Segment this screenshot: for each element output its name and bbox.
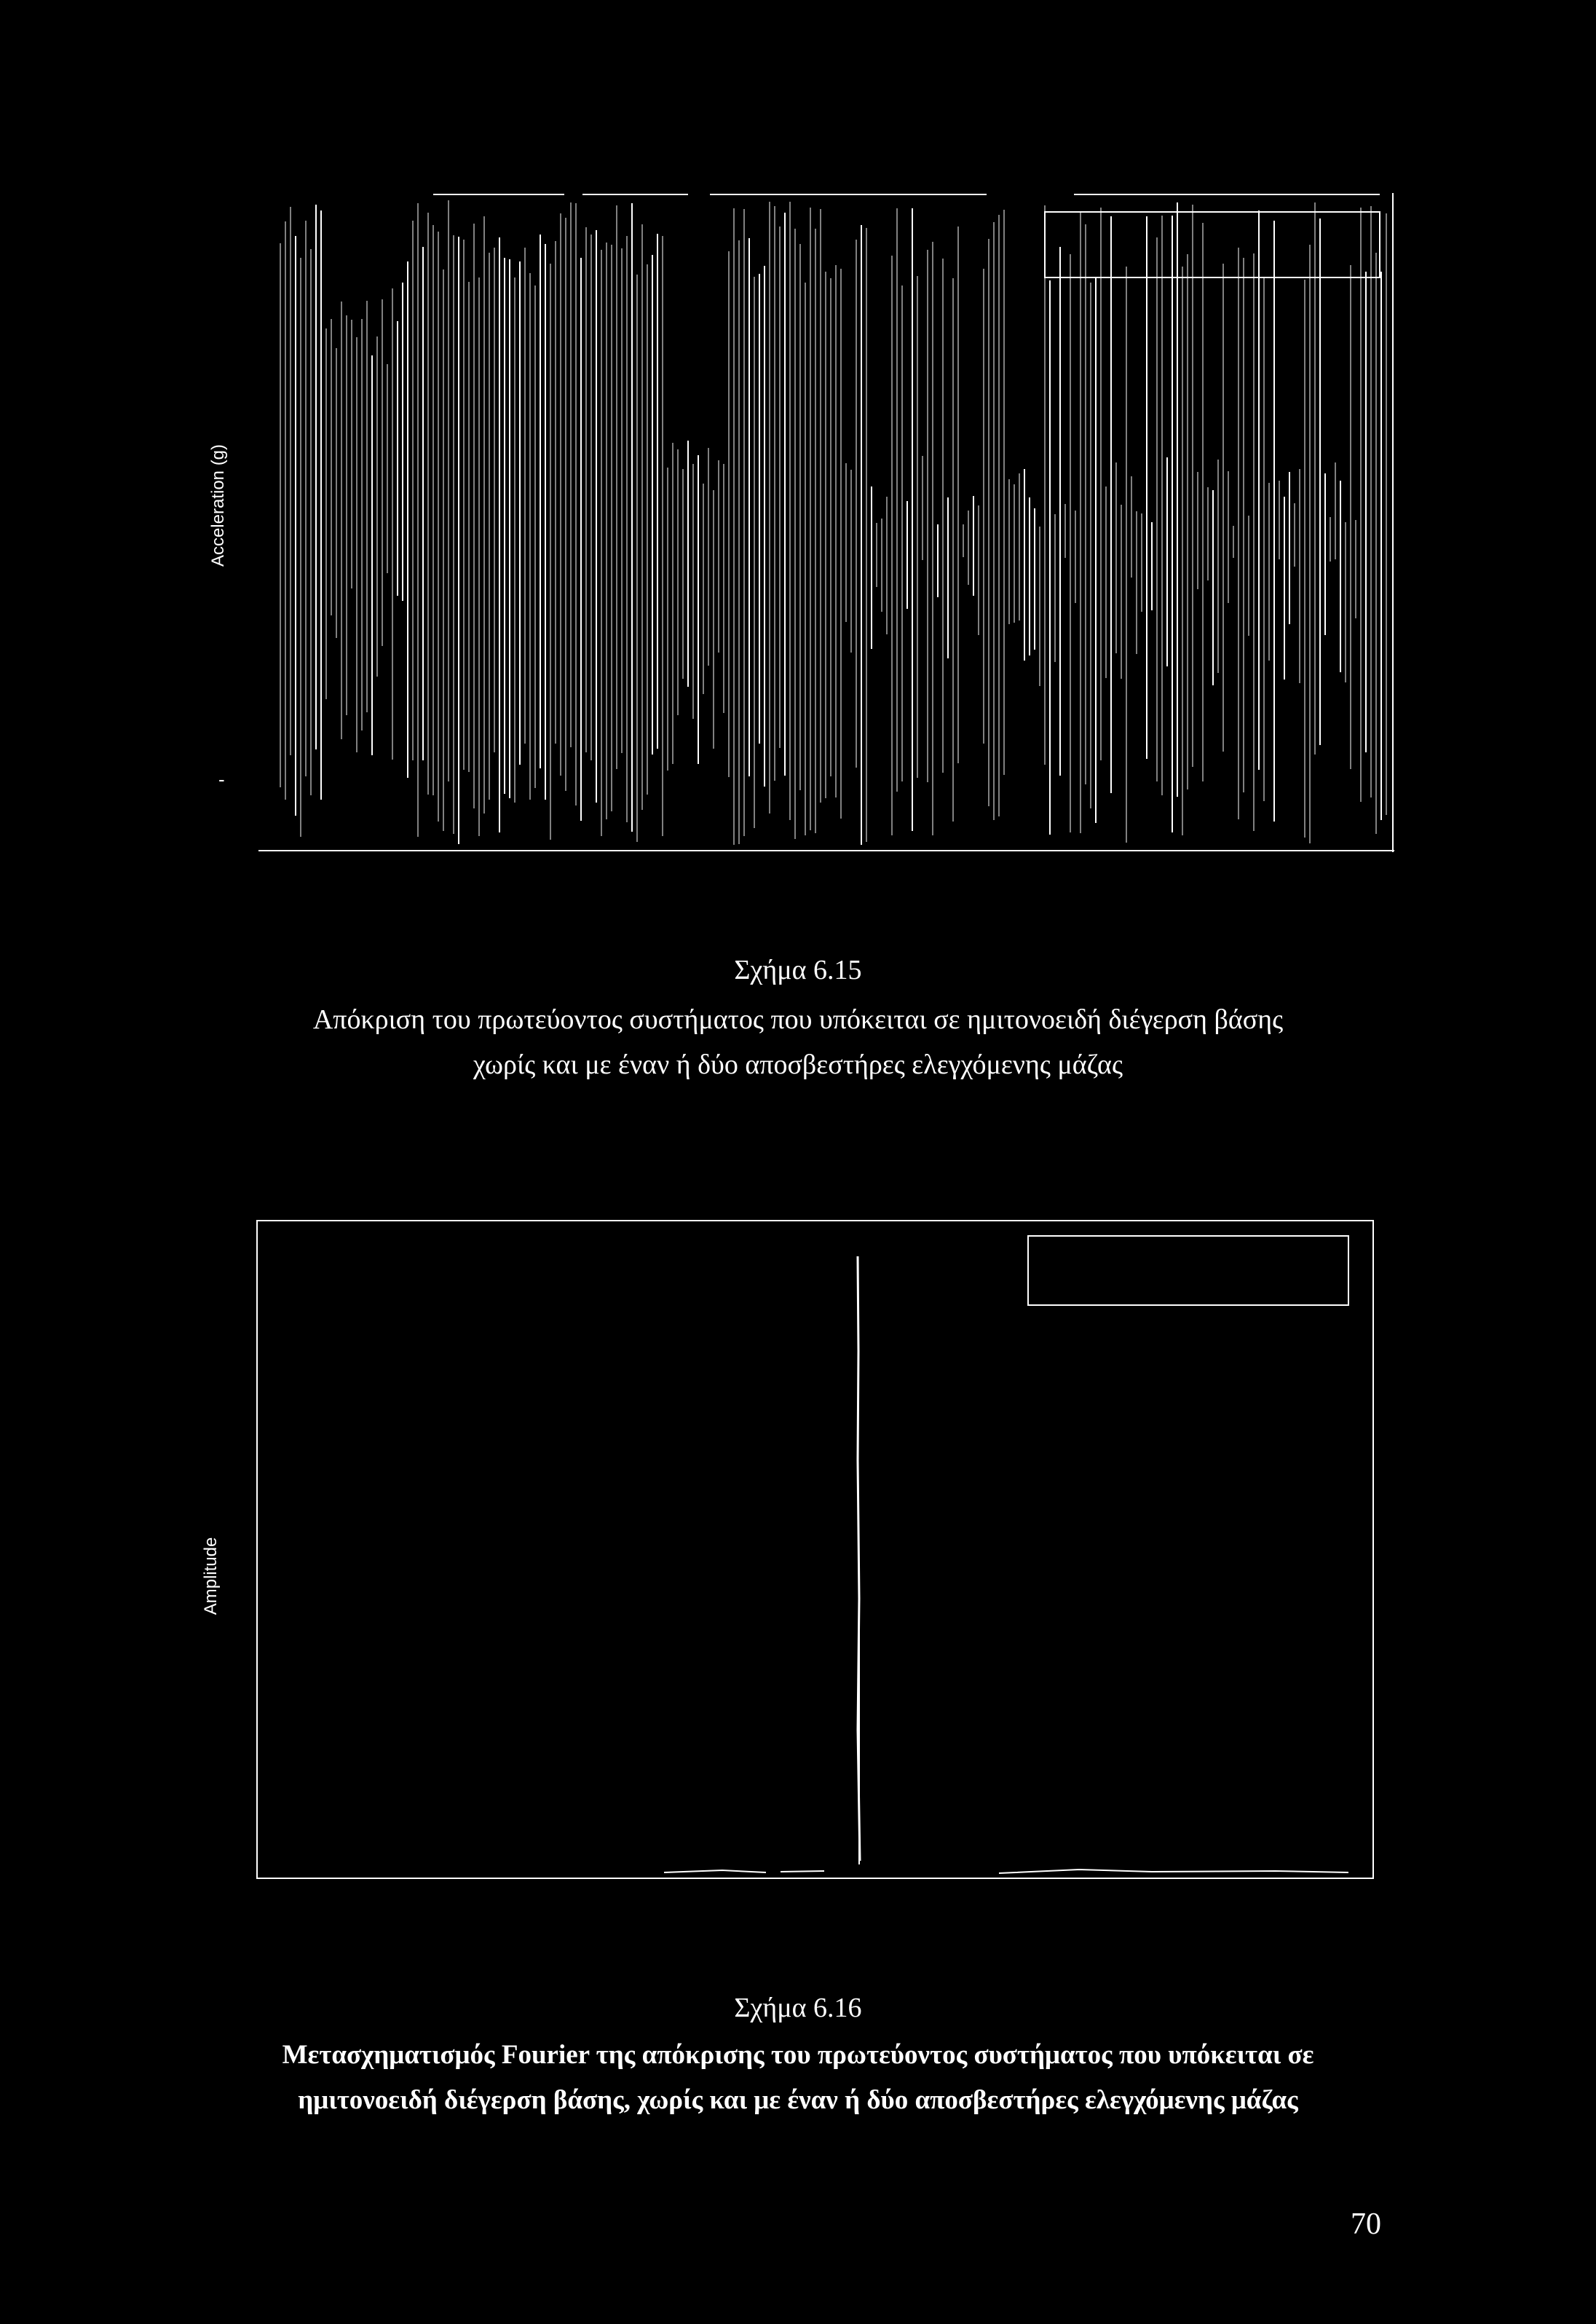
y-axis-tick: - [218, 768, 225, 790]
figure-6-16-number: Σχήμα 6.16 [734, 1993, 862, 2023]
amplitude-axis-label: Amplitude [201, 1537, 221, 1615]
figure-6-15-caption-line-1: Απόκριση του πρωτεύοντος συστήματος που υπόκειται σε ημιτονοειδή διέγερση βάσης [312, 1004, 1284, 1035]
acceleration-axis-label: Acceleration (g) [208, 444, 228, 567]
figure-6-15-caption-line-2: χωρίς και με έναν ή δύο αποσβεστήρες ελεγχόμενης μάζας [473, 1049, 1123, 1080]
page-number: 70 [1351, 2207, 1381, 2241]
legend-box [1045, 212, 1380, 277]
baseline-noise [664, 1870, 1348, 1873]
acceleration-time-plot [258, 193, 1394, 852]
figure-6-15-number: Σχήμα 6.15 [734, 955, 862, 985]
plot-frame [257, 1221, 1373, 1878]
fourier-amplitude-plot [256, 1220, 1374, 1879]
figure-6-16-caption-line-2: ημιτονοειδή διέγερση βάσης, χωρίς και με έναν ή δύο αποσβεστήρες ελεγχόμενης μάζας [298, 2085, 1298, 2115]
legend-box [1028, 1236, 1348, 1305]
figure-6-16-caption-line-1: Μετασχηματισμός Fourier της απόκρισης του πρωτεύοντος συστήματος που υπόκειται σε [282, 2040, 1314, 2070]
